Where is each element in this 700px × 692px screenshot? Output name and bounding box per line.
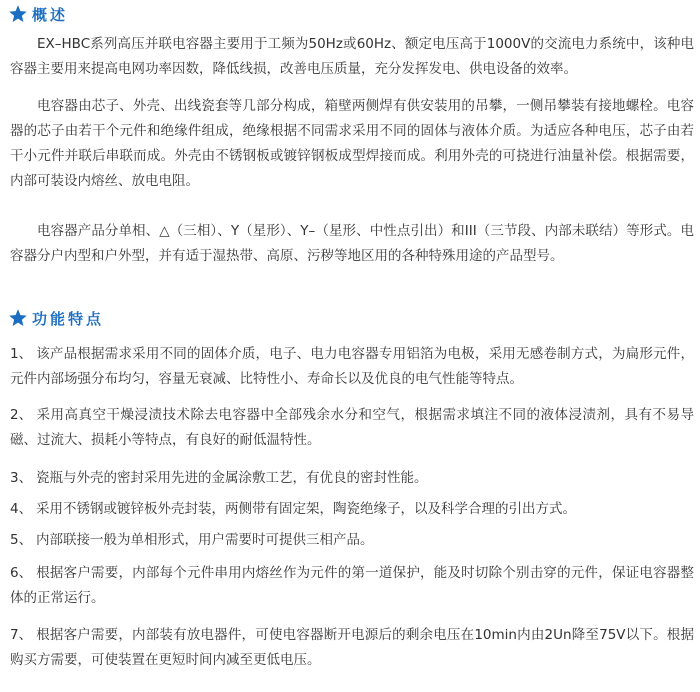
feature-number: 5、 bbox=[10, 532, 33, 548]
overview-paragraph-3: 电容器产品分单相、△（三相）、Y（星形）、Y–（星形、中性点引出）和III（三节段、内部未联结）等形式。电容器分户内型和户外型，并有适于湿热带、高原、污秽等地区用的各种特殊用途的产品型号。 bbox=[10, 223, 694, 264]
feature-number: 3、 bbox=[10, 470, 33, 486]
feature-item-3 bbox=[10, 466, 694, 491]
feature-number: 1、 bbox=[10, 346, 33, 362]
features-title: 功能特点 bbox=[32, 309, 105, 328]
star-icon bbox=[8, 308, 28, 328]
overview-paragraph-2: 电容器由芯子、外壳、出线瓷套等几部分构成，箱壁两侧焊有供安装用的吊攀，一侧吊攀装有接地螺栓。电容器的芯子由若干个元件和绝缘件组成，绝缘根据不同需求采用不同的固体与液体介质。为适应各种电压，芯子由若干小元件并联后串联而成。外壳由不锈钢板或镀锌钢板成型焊接而成。利用外壳的可挠进行油量补偿。根据需要，内部可装设内熔丝、放电电阻。 bbox=[10, 98, 694, 189]
feature-number: 6、 bbox=[10, 565, 33, 581]
feature-number: 2、 bbox=[10, 407, 33, 423]
feature-item-5 bbox=[10, 528, 694, 553]
overview-heading bbox=[8, 2, 68, 26]
feature-item-4 bbox=[10, 497, 694, 522]
feature-item-7 bbox=[10, 623, 694, 673]
feature-text: 采用不锈钢或镀锌板外壳封装，两侧带有固定架，陶瓷绝缘子，以及科学合理的引出方式。 bbox=[36, 501, 576, 517]
feature-text: 内部联接一般为单相形式，用户需要时可提供三相产品。 bbox=[36, 532, 374, 548]
feature-text: 采用高真空干燥浸渍技术除去电容器中全部残余水分和空气，根据需求填注不同的液体浸渍剂，具有不易导磁、过流大、损耗小等特点，有良好的耐低温特性。 bbox=[10, 407, 694, 448]
feature-number: 7、 bbox=[10, 627, 33, 643]
feature-item-1 bbox=[10, 342, 694, 392]
feature-text: 该产品根据需求采用不同的固体介质，电子、电力电容器专用铝箔为电极，采用无感卷制方式，为扁形元件，元件内部场强分布均匀，容量无衰减、比特性小、寿命长以及优良的电气性能等特点。 bbox=[10, 346, 694, 387]
overview-title: 概述 bbox=[32, 5, 69, 24]
feature-text: 瓷瓶与外壳的密封采用先进的金属涂敷工艺，有优良的密封性能。 bbox=[36, 470, 428, 486]
features-heading bbox=[8, 306, 104, 330]
feature-item-2 bbox=[10, 403, 694, 453]
star-icon bbox=[8, 4, 28, 24]
overview-paragraph-1: EX–HBC系列高压并联电容器主要用于工频为50Hz或60Hz、额定电压高于1000V的交流电力系统中，该种电容器主要用来提高电网功率因数，降低线损，改善电压质量，充分发挥发电、供电设备的效率。 bbox=[10, 36, 694, 77]
feature-number: 4、 bbox=[10, 501, 33, 517]
feature-item-6 bbox=[10, 561, 694, 611]
feature-text: 根据客户需要，内部装有放电器件，可使电容器断开电源后的剩余电压在10min内由2Un降至75V以下。根据购买方需要，可使装置在更短时间内减至更低电压。 bbox=[10, 627, 694, 668]
feature-text: 根据客户需要，内部每个元件串用内熔丝作为元件的第一道保护，能及时切除个别击穿的元件，保证电容器整体的正常运行。 bbox=[10, 565, 694, 606]
